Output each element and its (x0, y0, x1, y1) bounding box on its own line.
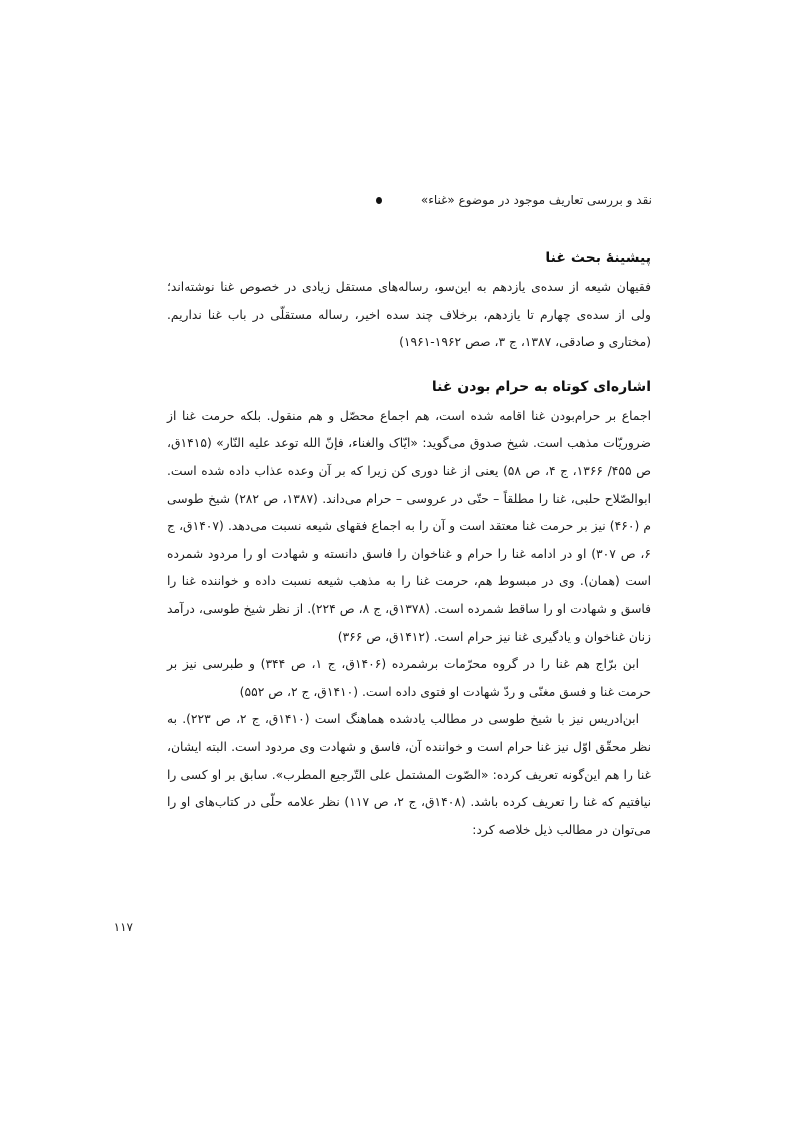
running-header (140, 190, 652, 210)
main-text-block (167, 246, 651, 844)
page-number: ۱۱۷ (113, 920, 133, 934)
paragraph-ibn-barraj: ابن برّاج هم غنا را در گروه محرّمات برشمرده (۱۴۰۶ق، ج ۱، ص ۳۴۴) و طبرسی نیز بر حرمت غنا و فسق مغنّی و ردّ شهادت او فتوی داده است. (۱۴۱۰ق، ج ۲، ص ۵۵۲) (167, 657, 651, 699)
paragraph-ibn-idris: ابن‌ادریس نیز با شیخ طوسی در مطالب یادشده هماهنگ است (۱۴۱۰ق، ج ۲، ص ۲۲۳). به نظر محقّق اوّل نیز غنا حرام است و خواننده آن، فاسق و شهادت وی مردود است. البته ایشان، غنا را هم این‌گونه تعریف کرده: «الصّوت المشتمل علی التّرجیع المطرب». سابق بر او کسی را نیافتیم که غنا را تعریف کرده باشد. (۱۴۰۸ق، ج ۲، ص ۱۱۷) نظر علامه حلّی در کتاب‌های او را می‌توان در مطالب ذیل خلاصه کرد: (167, 712, 651, 837)
section-gap (167, 357, 651, 375)
section-heading-history: پیشینهٔ بحث غنا (545, 250, 651, 266)
paragraph-history: فقیهان شیعه از سده‌ی یازدهم به این‌سو، رساله‌های مستقل زیادی در خصوص غنا نوشته‌اند؛ ولی از سده‌ی چهارم تا یازدهم، برخلاف چند سده اخیر، رساله مستقلّی در باب غنا نداریم. (مختاری و صادقی، ۱۳۸۷، ج ۳، صص ۱۹۶۲-۱۹۶۱) (167, 280, 651, 350)
section-heading-prohibition: اشاره‌ای کوتاه به حرام بودن غنا (431, 378, 651, 395)
running-header-title: نقد و بررسی تعاریف موجود در موضوع «غناء» (420, 193, 652, 207)
running-header-bullet (376, 197, 382, 204)
paragraph-consensus: اجماع بر حرام‌بودن غنا اقامه شده است، هم اجماع محصّل و هم منقول. بلکه حرمت غنا از ضروریّات مذهب است. شیخ صدوق می‌گوید: «ایّاک والغناء، فإنّ الله توعد علیه النّار» (۱۴۱۵ق، ص ۴۵۵/ ۱۳۶۶، ج ۴، ص ۵۸) یعنی از غنا دوری کن زیرا که بر آن وعده عذاب داده شده است. ابوالصّلاح حلبی، غنا را مطلقاً – حتّی در عروسی – حرام می‌داند. (۱۳۸۷، ص ۲۸۲) شیخ طوسی م (۴۶۰) نیز بر حرمت غنا معتقد است و آن را به اجماع فقهای شیعه نسبت می‌دهد. (۱۴۰۷ق، ج ۶، ص ۳۰۷) او در ادامه غنا را حرام و غناخوان را فاسق دانسته و شهادت او را مردود شمرده است (همان). وی در مبسوط هم، حرمت غنا را به مذهب شیعه نسبت داده و خواننده غنا را فاسق و شهادت او را ساقط شمرده است. (۱۳۷۸ق، ج ۸، ص ۲۲۴). از نظر شیخ طوسی، درآمد زنان غناخوان و یادگیری غنا نیز حرام است. (۱۴۱۲ق، ص ۳۶۶) (167, 408, 652, 644)
